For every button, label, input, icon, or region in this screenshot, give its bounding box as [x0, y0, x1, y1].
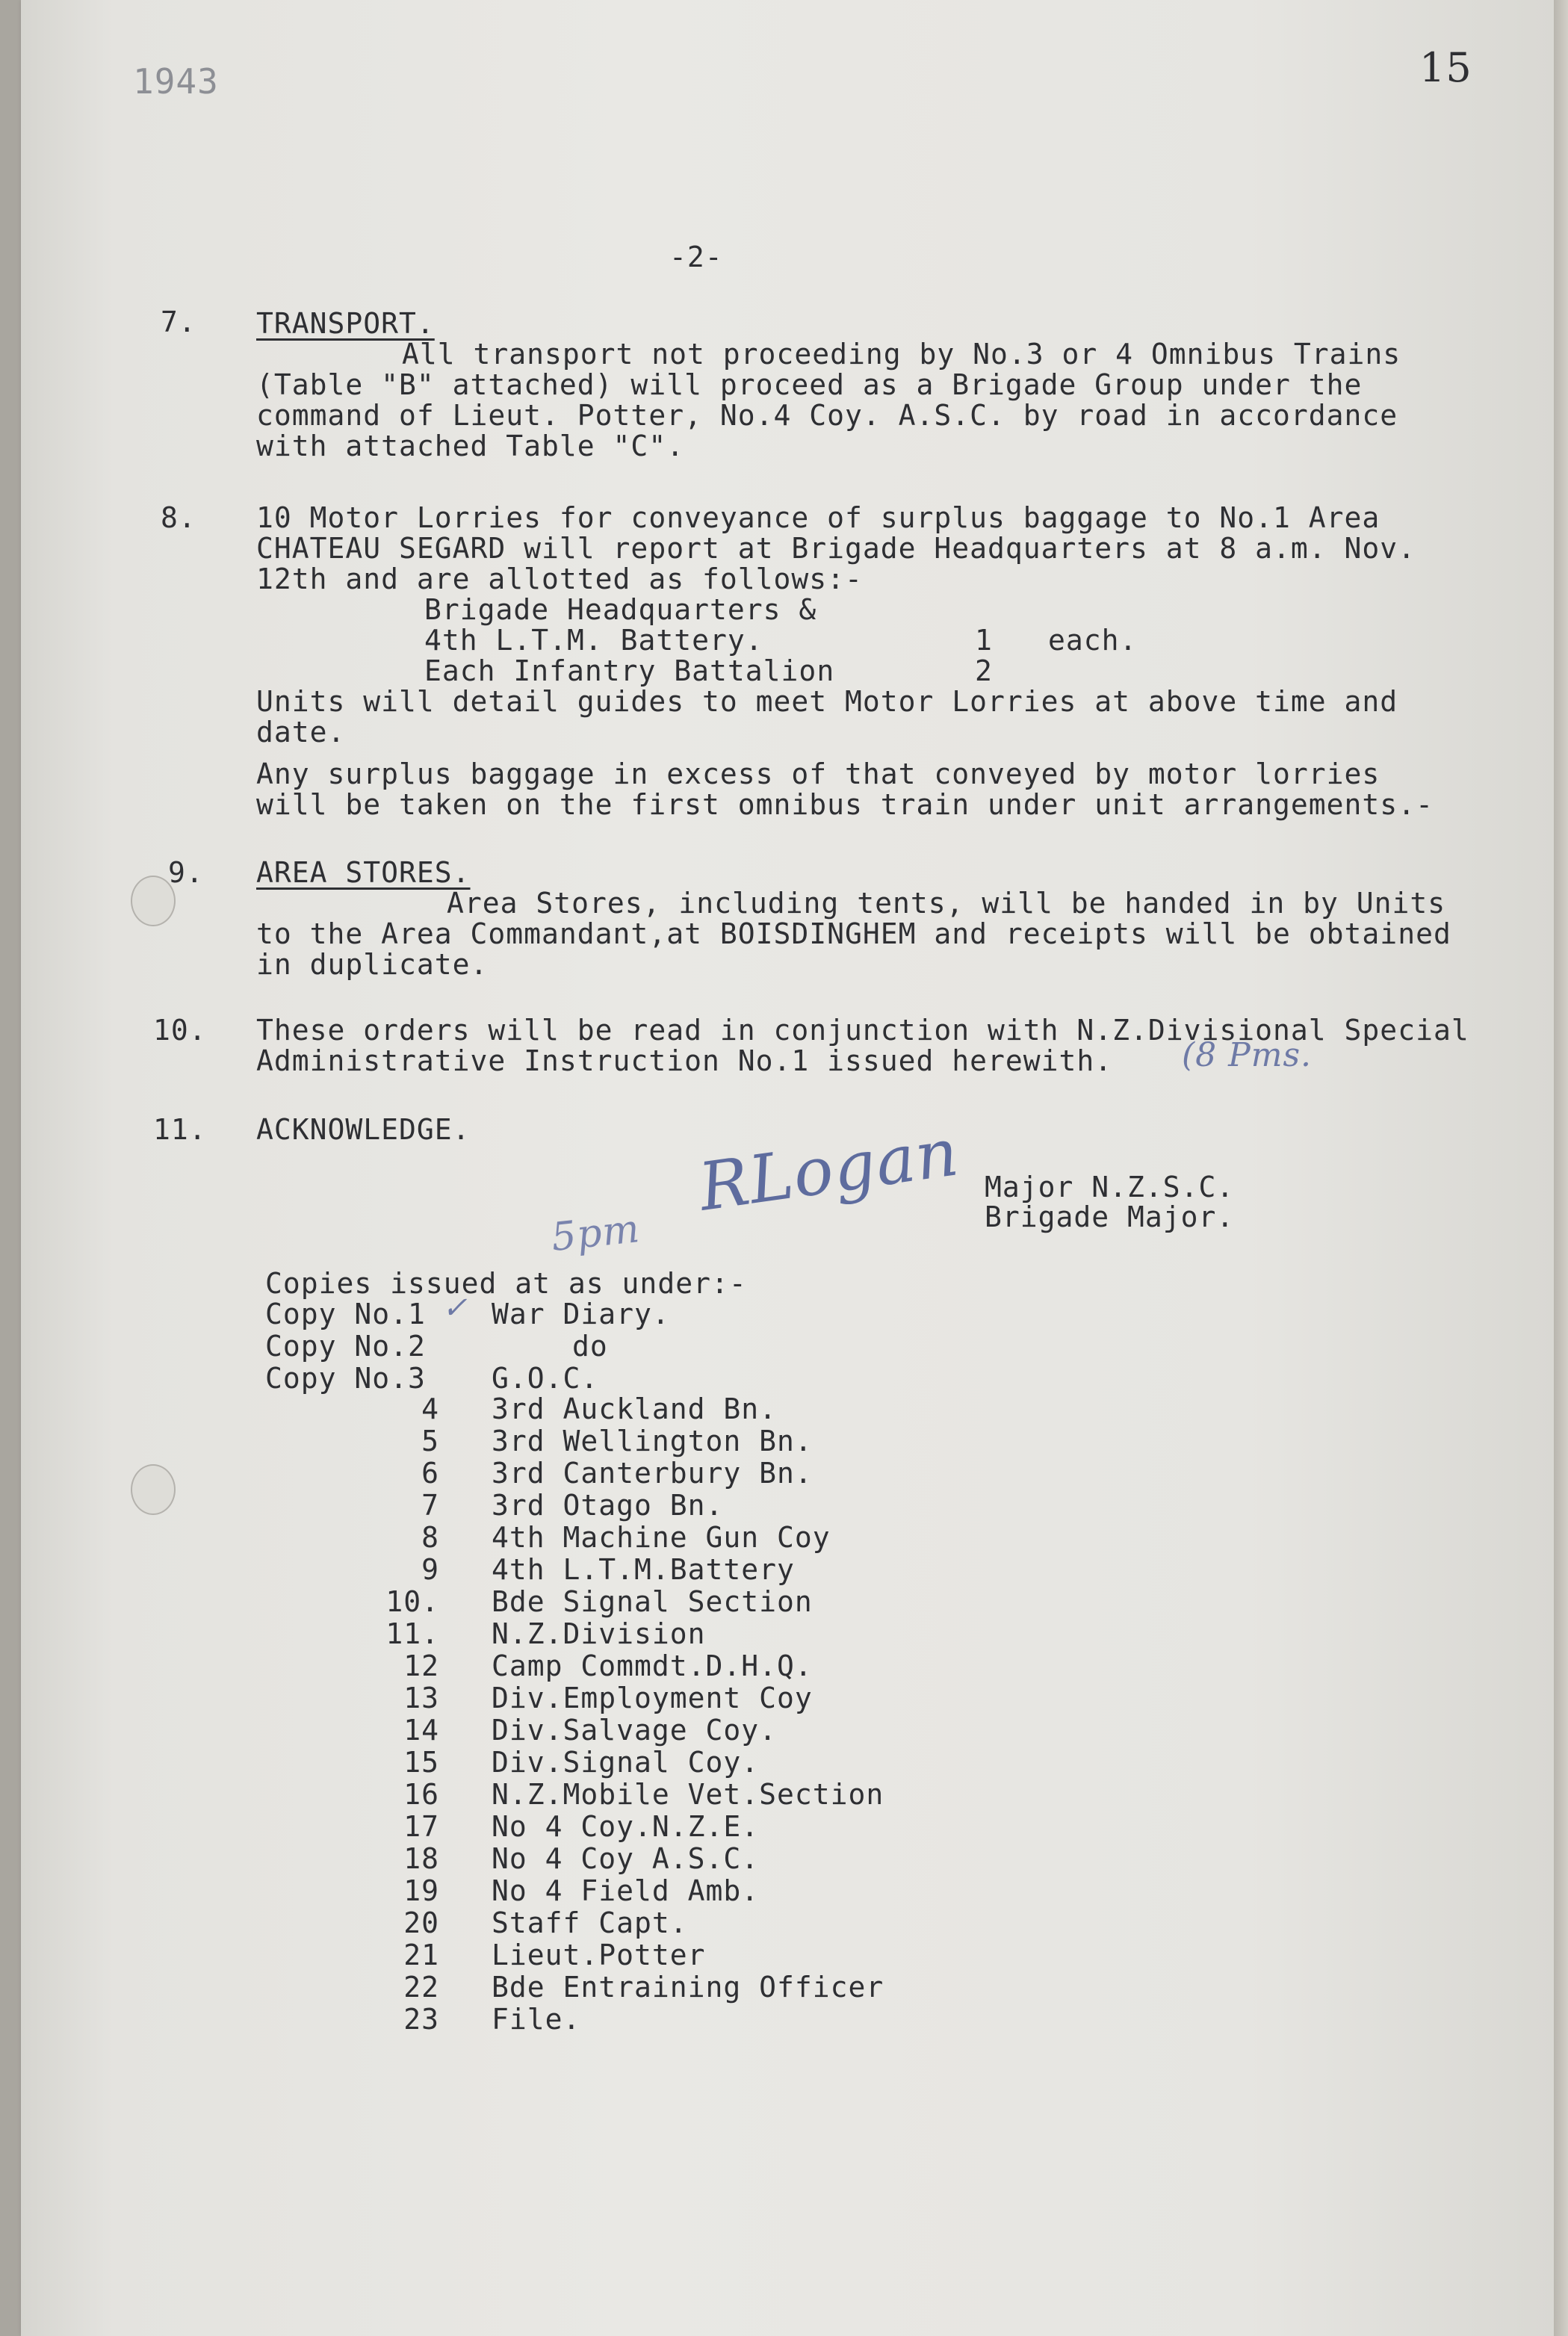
copy-label: 14 — [403, 1714, 439, 1747]
allotment-note: each. — [1048, 624, 1138, 657]
copy-recipient: File. — [492, 2003, 581, 2036]
allotment-qty: 1 — [975, 624, 993, 657]
allotment-unit: 4th L.T.M. Battery. — [424, 624, 763, 657]
section-8-line: 10 Motor Lorries for conveyance of surplus baggage to No.1 Area — [256, 501, 1380, 534]
copy-label: 16 — [403, 1778, 439, 1811]
section-8-line: CHATEAU SEGARD will report at Brigade Headquarters at 8 a.m. Nov. — [256, 532, 1416, 565]
section-8-after-line: date. — [256, 716, 346, 749]
section-9-heading: AREA STORES. — [256, 856, 471, 889]
section-8-after-line: Any surplus baggage in excess of that conveyed by motor lorries — [256, 758, 1380, 790]
copy-label: 5 — [421, 1425, 439, 1457]
copy-recipient: No 4 Coy.N.Z.E. — [492, 1810, 760, 1843]
copy-label: Copy No.1 — [265, 1298, 426, 1330]
copy-recipient: 3rd Canterbury Bn. — [492, 1457, 813, 1490]
copy-recipient: 4th L.T.M.Battery — [492, 1553, 795, 1586]
copy-recipient: N.Z.Division — [492, 1617, 706, 1650]
copy-label: 12 — [403, 1649, 439, 1682]
copy-recipient: Div.Salvage Coy. — [492, 1714, 778, 1747]
section-8-after-line: Units will detail guides to meet Motor Lorries at above time and — [256, 685, 1398, 718]
section-7-line: command of Lieut. Potter, No.4 Coy. A.S.C. by road in accordance — [256, 399, 1398, 432]
page-number: 15 — [1419, 44, 1472, 91]
copy-recipient: Div.Signal Coy. — [492, 1746, 760, 1779]
handwritten-note: (8 Pms. — [1182, 1036, 1313, 1074]
section-10-number: 10. — [153, 1014, 207, 1047]
section-9-number: 9. — [168, 856, 204, 889]
copy-recipient: Bde Entraining Officer — [492, 1971, 884, 2004]
signature: RLogan — [694, 1113, 964, 1226]
copy-label: 20 — [403, 1906, 439, 1939]
section-9-line: to the Area Commandant,at BOISDINGHEM and receipts will be obtained — [256, 917, 1451, 950]
copy-label: 8 — [421, 1521, 439, 1554]
section-9-line: in duplicate. — [256, 948, 489, 981]
section-7-heading: TRANSPORT. — [256, 307, 435, 340]
copy-label: Copy No.3 — [265, 1362, 426, 1395]
section-7-line: with attached Table "C". — [256, 430, 685, 462]
copy-recipient: do — [572, 1330, 608, 1363]
time-note: 5pm — [549, 1206, 642, 1261]
copy-label: 18 — [403, 1842, 439, 1875]
copy-recipient: 3rd Wellington Bn. — [492, 1425, 813, 1457]
copy-label: 10. — [385, 1585, 439, 1618]
page-marker: -2- — [669, 241, 723, 273]
copy-recipient: No 4 Coy A.S.C. — [492, 1842, 760, 1875]
copy-label: 7 — [421, 1489, 439, 1522]
copy-recipient: No 4 Field Amb. — [492, 1874, 760, 1907]
section-7-number: 7. — [161, 306, 196, 338]
section-8-line: 12th and are allotted as follows:- — [256, 563, 863, 595]
copy-recipient: Staff Capt. — [492, 1906, 688, 1939]
section-7-line: (Table "B" attached) will proceed as a Brigade Group under the — [256, 368, 1363, 401]
copy-recipient: 3rd Otago Bn. — [492, 1489, 724, 1522]
copy-recipient: 3rd Auckland Bn. — [492, 1392, 778, 1425]
rank-line: Major N.Z.S.C. — [985, 1171, 1235, 1203]
rank-line: Brigade Major. — [985, 1200, 1235, 1233]
allotment-unit: Brigade Headquarters & — [424, 593, 817, 626]
copy-label: 22 — [403, 1971, 439, 2004]
copy-label: 9 — [421, 1553, 439, 1586]
copy-label: 23 — [403, 2003, 439, 2036]
copy-label: 15 — [403, 1746, 439, 1779]
copy-label: 11. — [385, 1617, 439, 1650]
section-10-line: Administrative Instruction No.1 issued herewith. — [256, 1044, 1113, 1077]
copy-label: 17 — [403, 1810, 439, 1843]
section-11-number: 11. — [153, 1113, 207, 1146]
punch-hole-bottom — [131, 1464, 176, 1515]
adjacent-page-edge — [1554, 0, 1568, 2336]
copy-recipient: Bde Signal Section — [492, 1585, 813, 1618]
copy-recipient: G.O.C. — [492, 1362, 599, 1395]
section-8-after-line: will be taken on the first omnibus train under unit arrangements.- — [256, 788, 1434, 821]
copy-recipient: Div.Employment Coy — [492, 1682, 813, 1714]
copy-recipient: N.Z.Mobile Vet.Section — [492, 1778, 884, 1811]
section-8-number: 8. — [161, 501, 196, 534]
section-10-line: These orders will be read in conjunction with N.Z.Divisional Special — [256, 1014, 1469, 1047]
copy-recipient: Camp Commdt.D.H.Q. — [492, 1649, 813, 1682]
archive-number: 1943 — [133, 61, 219, 102]
copy-label: 21 — [403, 1939, 439, 1971]
section-9-line: Area Stores, including tents, will be handed in by Units — [447, 887, 1446, 920]
copy-label: 13 — [403, 1682, 439, 1714]
copy-label: 19 — [403, 1874, 439, 1907]
section-7-line: All transport not proceeding by No.3 or 4 Omnibus Trains — [402, 338, 1401, 371]
allotment-unit: Each Infantry Battalion — [424, 654, 835, 687]
copy-recipient: Lieut.Potter — [492, 1939, 706, 1971]
copy-label: Copy No.2 — [265, 1330, 426, 1363]
allotment-qty: 2 — [975, 654, 993, 687]
copy-recipient: War Diary. — [492, 1298, 670, 1330]
copies-intro: Copies issued at as under:- — [265, 1267, 747, 1300]
copy-label: 6 — [421, 1457, 439, 1490]
section-11-heading: ACKNOWLEDGE. — [256, 1113, 471, 1146]
tick-mark: ✓ — [442, 1291, 468, 1325]
copy-label: 4 — [421, 1392, 439, 1425]
copy-recipient: 4th Machine Gun Coy — [492, 1521, 831, 1554]
